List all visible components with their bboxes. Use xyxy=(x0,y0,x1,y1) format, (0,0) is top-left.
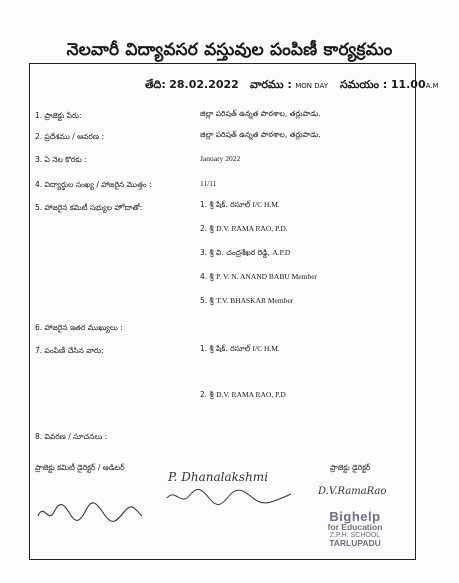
signature-center: P. Dhanalakshmi xyxy=(168,470,269,484)
row-month-value: January 2022 xyxy=(200,154,241,163)
member-role: T.V. BHASKAR Member xyxy=(216,296,294,305)
member-3 xyxy=(200,248,290,259)
document-title: నెలవారీ విద్యావసర వస్తువుల పంపిణీ కార్యక్రమం xyxy=(66,40,393,60)
member-number: 5. xyxy=(200,296,208,305)
date-value: 28.02.2022 xyxy=(169,78,239,91)
day-label: వారము : xyxy=(250,78,292,91)
member-2 xyxy=(200,224,288,235)
member-name: శ్రీ xyxy=(209,272,214,281)
row-distributed-by-label: 7. పంపిణీ చేసిన వారు: xyxy=(35,346,104,355)
distributor-2 xyxy=(200,390,286,401)
member-4 xyxy=(200,272,317,283)
signature-left-scribble xyxy=(36,498,146,528)
day-field xyxy=(250,78,328,94)
row-location-value: జిల్లా పరిషత్ ఉన్నత పాఠశాల, తర్లుపాడు. xyxy=(200,130,321,139)
member-5 xyxy=(200,296,293,307)
member-name: శ్రీ షేక్. రసూల్ xyxy=(209,200,251,209)
signature-right: D.V.RamaRao xyxy=(318,486,387,497)
member-role: D.V. RAMA RAO, P.D. xyxy=(216,224,288,233)
stamp-line-1: Bighelp xyxy=(329,509,381,524)
stamp-line-2: for Education xyxy=(327,522,383,532)
member-name: శ్రీ వి. చంద్రశేఖర రెడ్డి, xyxy=(209,248,270,257)
distributor-number: 1. xyxy=(200,344,208,353)
row-month-label: 3. ఏ నెల కొరకు : xyxy=(35,155,87,164)
member-1 xyxy=(200,200,280,211)
time-value: 11.00 xyxy=(390,78,426,91)
distributor-role: I/C H.M. xyxy=(252,344,280,353)
footer-committee-director-label: ప్రాజెక్టు కమిటీ డైరెక్టర్ / ఆడిటర్ xyxy=(35,463,125,472)
row-students-label: 4. విద్యార్థుల సంఖ్య / హాజరైన మొత్తం : xyxy=(35,180,152,189)
date-field xyxy=(145,78,239,94)
member-name: శ్రీ xyxy=(209,224,214,233)
member-role: A.P.D xyxy=(272,248,291,257)
row-other-attendees-label: 6. హాజరైన ఇతర ముఖ్యులు : xyxy=(35,323,123,332)
school-stamp xyxy=(315,510,395,547)
distributor-name: శ్రీ షేక్. రసూల్ xyxy=(209,344,251,353)
stamp-line-4: TARLUPADU xyxy=(329,537,381,548)
member-number: 1. xyxy=(200,200,208,209)
stamp-line-3: Z.P.H. SCHOOL xyxy=(329,531,381,539)
row-project-name-label: 1. ప్రాజెక్టు పేరు: xyxy=(35,111,82,120)
row-committee-label: 5. హాజరైన కమిటీ సభ్యుల హోదాతో: xyxy=(35,203,143,212)
distributor-1 xyxy=(200,344,280,355)
time-unit: A.M xyxy=(425,82,439,90)
distributor-number: 2. xyxy=(200,390,208,399)
row-project-name-value: జిల్లా పరిషత్ ఉన్నత పాఠశాల, తర్లుపాడు. xyxy=(200,109,321,118)
row-students-value: 11/11 xyxy=(200,179,217,188)
day-value: MON DAY xyxy=(295,82,329,90)
member-number: 2. xyxy=(200,224,208,233)
row-location-label: 2. ప్రదేశము / ఆవరణ : xyxy=(35,132,104,141)
time-label: సమయం : xyxy=(340,78,388,91)
footer-project-director-label: ప్రాజెక్టు డైరెక్టర్ xyxy=(330,463,371,472)
member-number: 4. xyxy=(200,272,208,281)
signature-center-scribble xyxy=(165,486,295,508)
distributor-name: శ్రీ xyxy=(209,390,214,399)
row-remarks-label: 8. వివరణ / సూచనలు : xyxy=(35,432,108,441)
member-role: I/C H.M. xyxy=(252,200,280,209)
distributor-role: D.V. RAMA RAO, P.D xyxy=(216,390,286,399)
time-field xyxy=(340,78,439,94)
member-number: 3. xyxy=(200,248,208,257)
member-role: P. V. N. ANAND BABU Member xyxy=(216,272,318,281)
date-label: తేది: xyxy=(145,78,166,91)
member-name: శ్రీ xyxy=(209,296,214,305)
